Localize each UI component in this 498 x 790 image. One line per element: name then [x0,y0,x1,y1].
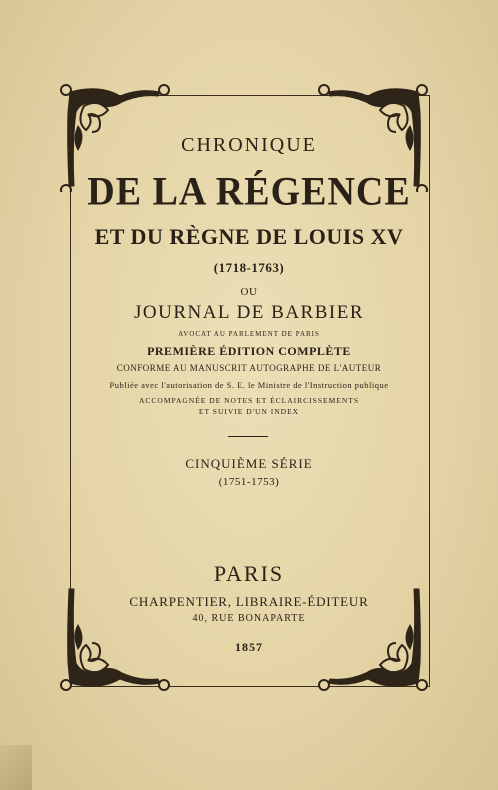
journal-title: JOURNAL DE BARBIER [133,302,365,323]
series-dates: (1751-1753) [218,476,280,488]
main-title: DE LA RÉGENCE [87,169,411,215]
title-dates: (1718-1763) [213,260,285,275]
series-heading: CHRONIQUE [181,134,317,156]
author-role: AVOCAT AU PARLEMENT DE PARIS [178,330,320,338]
subtitle: ET DU RÈGNE DE LOUIS XV [94,224,404,249]
edition-note: PREMIÈRE ÉDITION COMPLÈTE [147,344,351,358]
authorization-note: Publiée avec l'autorisation de S. E. le Ministre de l'Instruction publique [109,380,389,390]
or-connector: OU [240,286,258,298]
publisher-address: 40, RUE BONAPARTE [192,613,306,624]
worn-corner [0,745,32,790]
index-note: ET SUIVIE D'UN INDEX [198,407,300,416]
manuscript-note: CONFORME AU MANUSCRIT AUTOGRAPHE DE L'AUTEUR [116,363,382,373]
notes-note: ACCOMPAGNÉE DE NOTES ET ÉCLAIRCISSEMENTS [138,396,359,405]
publication-city: PARIS [213,561,285,586]
series-label: CINQUIÈME SÉRIE [185,456,313,471]
publication-year: 1857 [235,640,263,654]
divider [228,436,268,437]
publisher: CHARPENTIER, LIBRAIRE-ÉDITEUR [129,594,369,609]
